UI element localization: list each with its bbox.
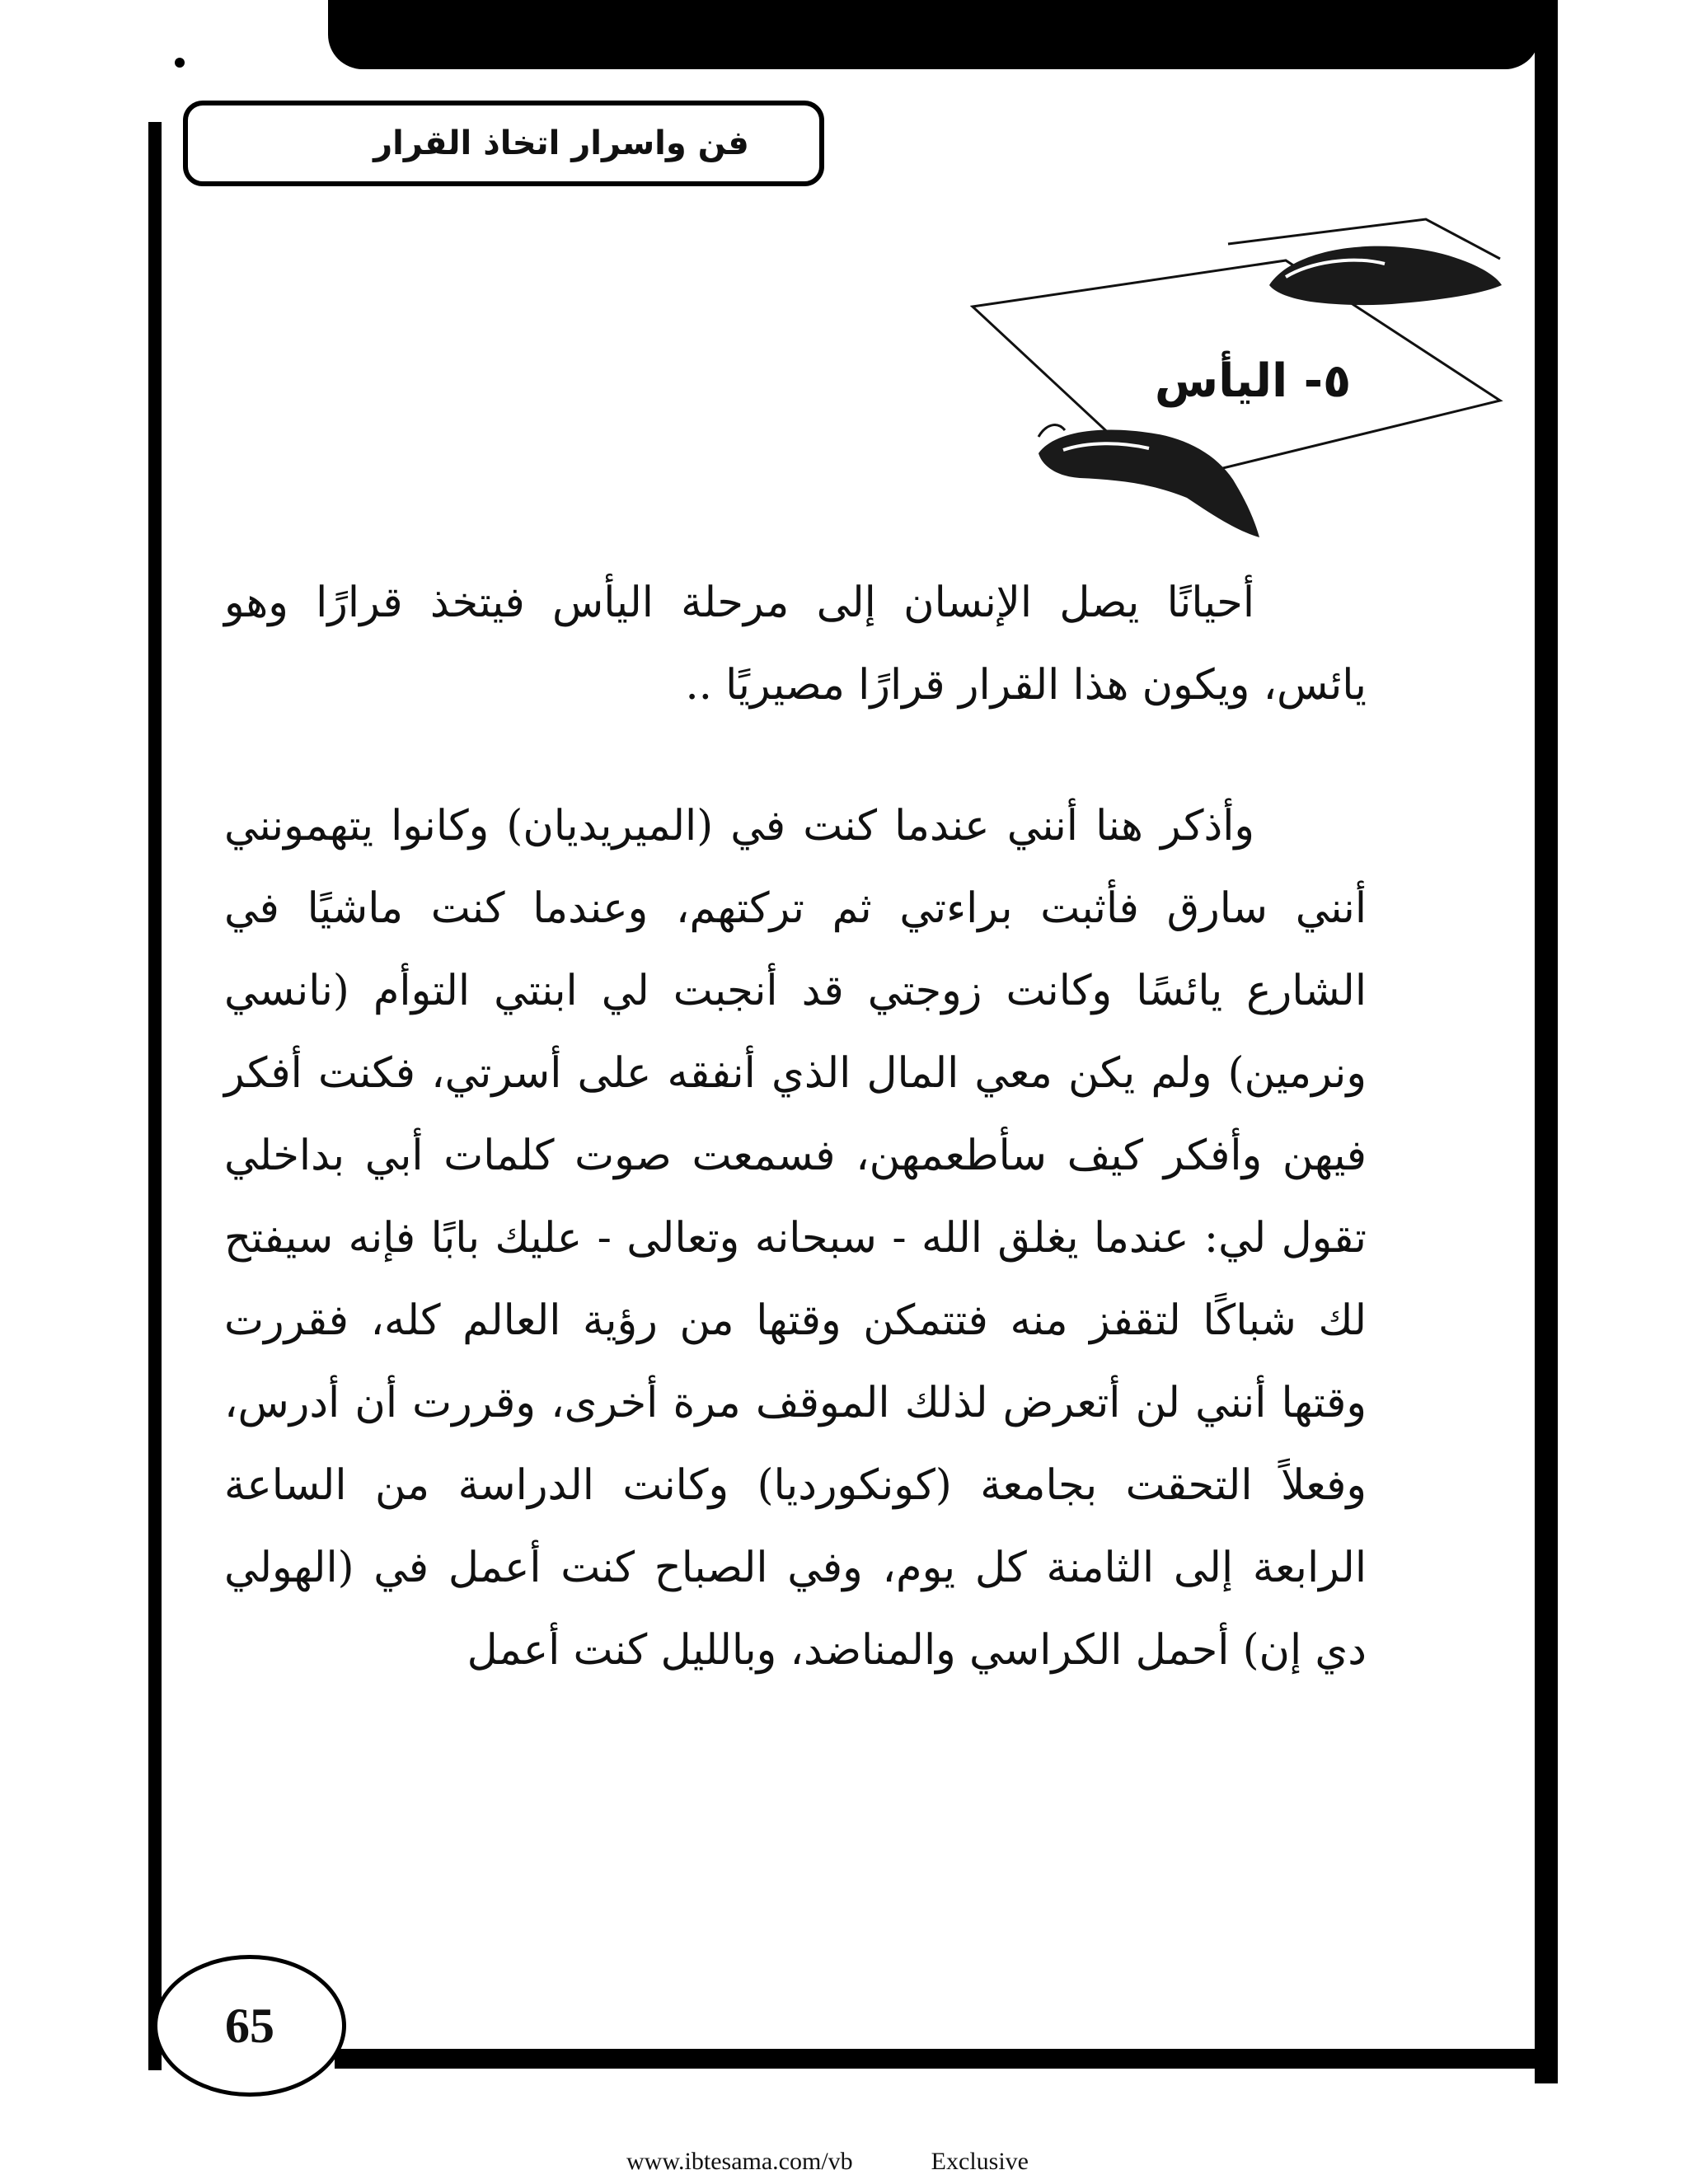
- paragraph-1: أحيانًا يصل الإنسان إلى مرحلة اليأس فيتخذ قرارًا وهو يائس، ويكون هذا القرار قرارًا مصيريًا ..: [224, 579, 1367, 710]
- book-title-banner: [183, 101, 824, 186]
- page-number-badge: [153, 1955, 346, 2097]
- footer: [626, 2148, 1121, 2176]
- top-frame-bar: [328, 0, 1540, 69]
- paragraph-2: وأذكر هنا أنني عندما كنت في (الميريديان) وكانوا يتهمونني أنني سارق فأثبت براءتي ثم تركتهم، وعندما كنت ماشيًا في الشارع يائسًا وكانت زوجتي قد أنجبت لي ابنتي التوأم (نانسي ونرمين) ولم يكن معي المال الذي أنفقه على أسرتي، فكنت أفكر فيهن وأفكر كيف سأطعمهن، فسمعت صوت كلمات أبي بداخلي تقول لي: عندما يغلق الله - سبحانه وتعالى - عليك بابًا فإنه سيفتح لك شباكًا لتقفز منه فتتمكن وقتها من رؤية العالم كله، فقررت وقتها أنني لن أتعرض لذلك الموقف مرة أخرى، وقررت أن أدرس، وفعلاً التحقت بجامعة (كونكورديا) وكانت الدراسة من الساعة الرابعة إلى الثامنة كل يوم، وفي الصباح كنت أعمل في (الهولي دي إن) أحمل الكراسي والمناضد، وبالليل كنت أعمل: [224, 802, 1367, 1675]
- scan-dot: [175, 58, 185, 68]
- lower-thumb-outline: [1039, 425, 1065, 437]
- book-title: فن واسرار اتخاذ القرار: [373, 124, 749, 162]
- page-number: 65: [225, 1998, 274, 2053]
- bottom-frame-bar: [335, 2049, 1558, 2069]
- upper-hand-icon: [1269, 246, 1502, 305]
- left-frame-bar: [148, 122, 162, 2070]
- footer-label: Exclusive: [931, 2148, 1029, 2175]
- section-heading: ٥- اليأس: [1154, 354, 1352, 408]
- footer-url: www.ibtesama.com/vb: [626, 2148, 853, 2175]
